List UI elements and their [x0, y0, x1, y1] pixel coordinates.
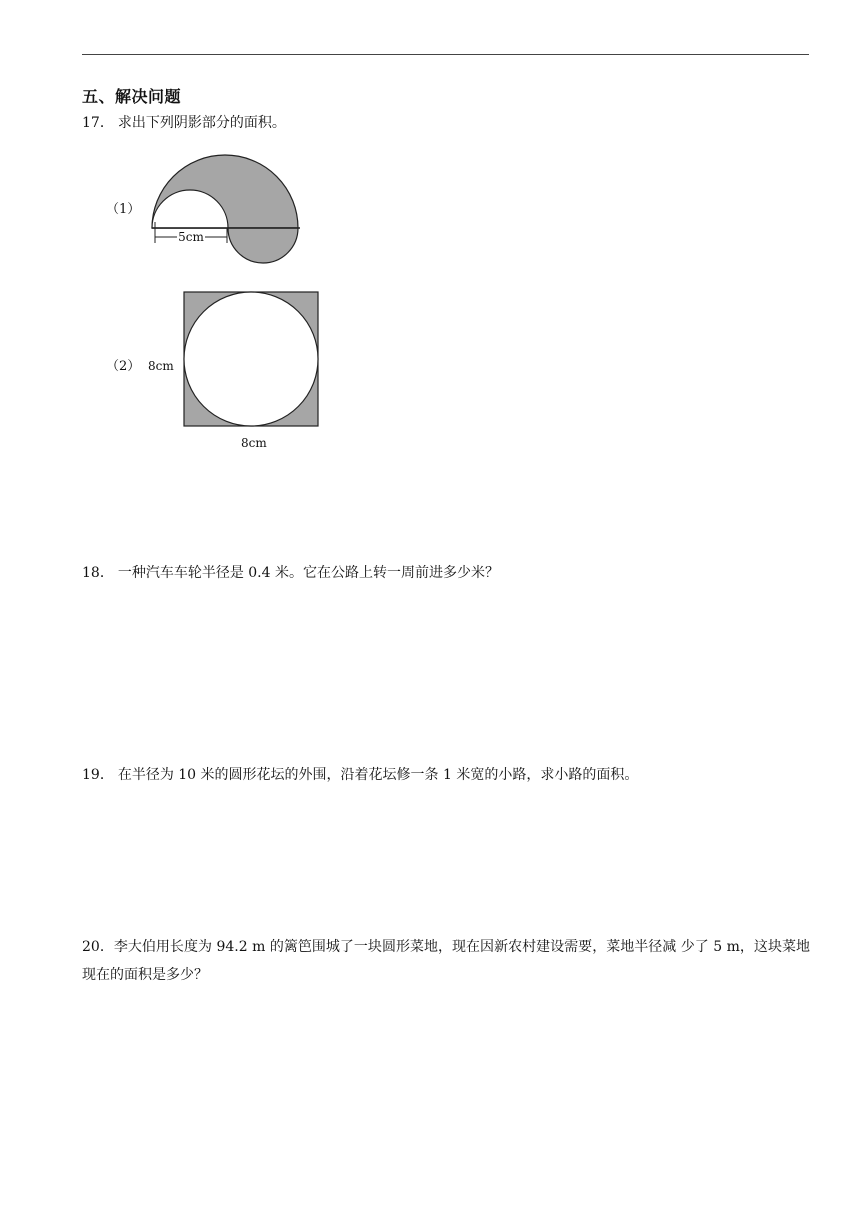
- question-number: 20．: [82, 939, 114, 955]
- question-18: [82, 562, 499, 584]
- question-number: 19．: [82, 767, 114, 783]
- lower-semicircle: [228, 228, 298, 263]
- question-number: 17．: [82, 115, 114, 131]
- bottom-length-label: 8cm: [241, 436, 267, 450]
- figure-1-label: （1）: [106, 202, 141, 217]
- question-text: 一种汽车车轮半径是 0.4 米。它在公路上转一周前进多少米？: [117, 565, 499, 581]
- section-title: 五、解决问题: [82, 87, 182, 106]
- question-text: 在半径为 10 米的圆形花坛的外围，沿着花坛修一条 1 米宽的小路，求小路的面积。: [117, 767, 639, 783]
- figure-2-label: （2）: [106, 359, 141, 374]
- inscribed-circle: [184, 292, 318, 426]
- question-text: 李大伯用长度为 94.2 m 的篱笆围城了一块圆形菜地，现在因新农村建设需要，菜地半径减 少了 5 m，这块菜地现在的面积是多少？: [82, 939, 810, 983]
- question-number: 18．: [82, 565, 114, 581]
- figure-2-square-with-circle: [140, 286, 330, 456]
- question-17: [82, 112, 286, 134]
- question-20: [82, 933, 810, 989]
- figure-1-shaded-semicircles: [150, 150, 310, 270]
- question-text: 求出下列阴影部分的面积。: [117, 115, 286, 131]
- side-length-label: 8cm: [148, 359, 174, 373]
- dimension-label: 5cm: [178, 230, 204, 244]
- header-rule: [82, 54, 809, 55]
- question-19: [82, 764, 638, 786]
